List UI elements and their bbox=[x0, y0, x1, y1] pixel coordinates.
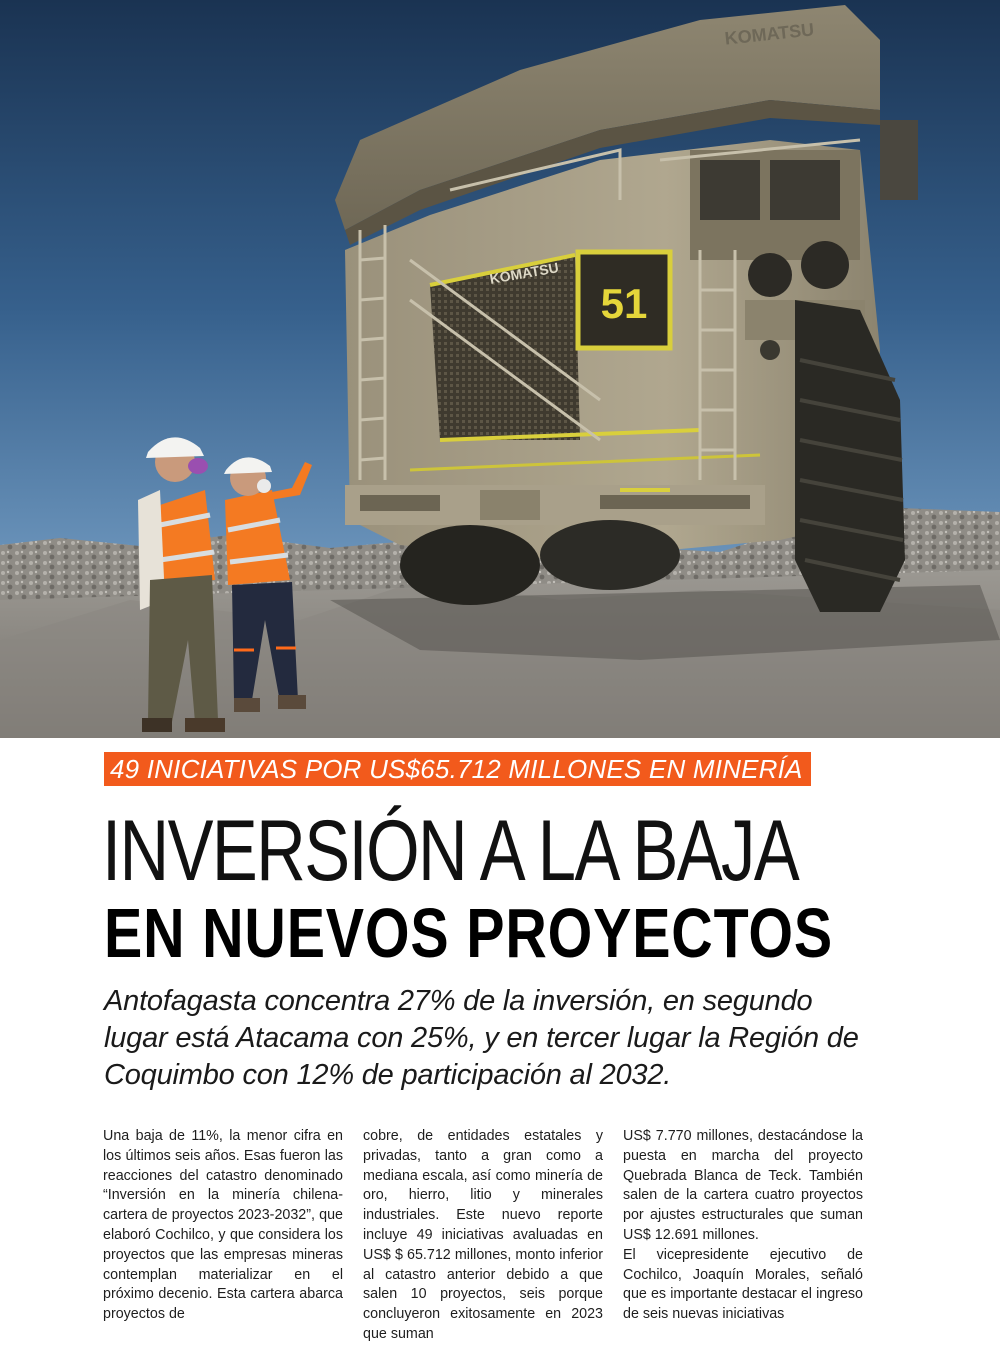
body-paragraph: cobre, de entidades estatales y privadas, tanto a gran como a mediana escala, así como minería de oro, hierro, litio y minerales industriales. Este nuevo reporte incluye 49 iniciativas avaluadas en US$ $ 65.712 millones, monto inferior al catastro anterior debido a que salen 10 proyectos, seis porque concluyeron exitosamente en 2023 que suman bbox=[363, 1128, 603, 1342]
body-paragraph: Una baja de 11%, la menor cifra en los últimos seis años. Esas fueron las reacciones del catastro denominado “Inversión en la minería chilena-cartera de proyectos 2023-2032”, que elaboró Cochilco, y que considera los proyectos que las empresas mineras contemplan materializar en el próximo decenio. Esta cartera abarca proyectos de bbox=[103, 1128, 343, 1323]
headline-line-1: INVERSIÓN A LA BAJA bbox=[102, 803, 799, 899]
truck-brand-top: KOMATSU bbox=[723, 19, 816, 49]
kicker-tag: 49 INICIATIVAS POR US$65.712 MILLONES EN MINERÍA bbox=[104, 752, 811, 786]
body-column-3 bbox=[623, 1127, 863, 1325]
truck-brand-grille: KOMATSU bbox=[488, 259, 560, 288]
body-paragraph: US$ 7.770 millones, destacándose la puesta en marcha del proyecto Quebrada Blanca de Teck. También salen de la cartera cuatro proyectos por ajustes estructurales que suman US$ 12.691 millones. bbox=[623, 1128, 863, 1243]
body-column-1 bbox=[103, 1127, 343, 1325]
body-paragraph: El vicepresidente ejecutivo de Cochilco, Joaquín Morales, señaló que es importante destacar el ingreso de seis nuevas iniciativas bbox=[623, 1246, 863, 1323]
headline-line-2: EN NUEVOS PROYECTOS bbox=[104, 894, 833, 972]
article-deck: Antofagasta concentra 27% de la inversión, en segundo lugar está Atacama con 25%, y en tercer lugar la Región de Coquimbo con 12% de participación al 2032. bbox=[104, 985, 859, 1091]
body-column-2 bbox=[363, 1127, 603, 1345]
truck-number: 51 bbox=[600, 280, 648, 327]
